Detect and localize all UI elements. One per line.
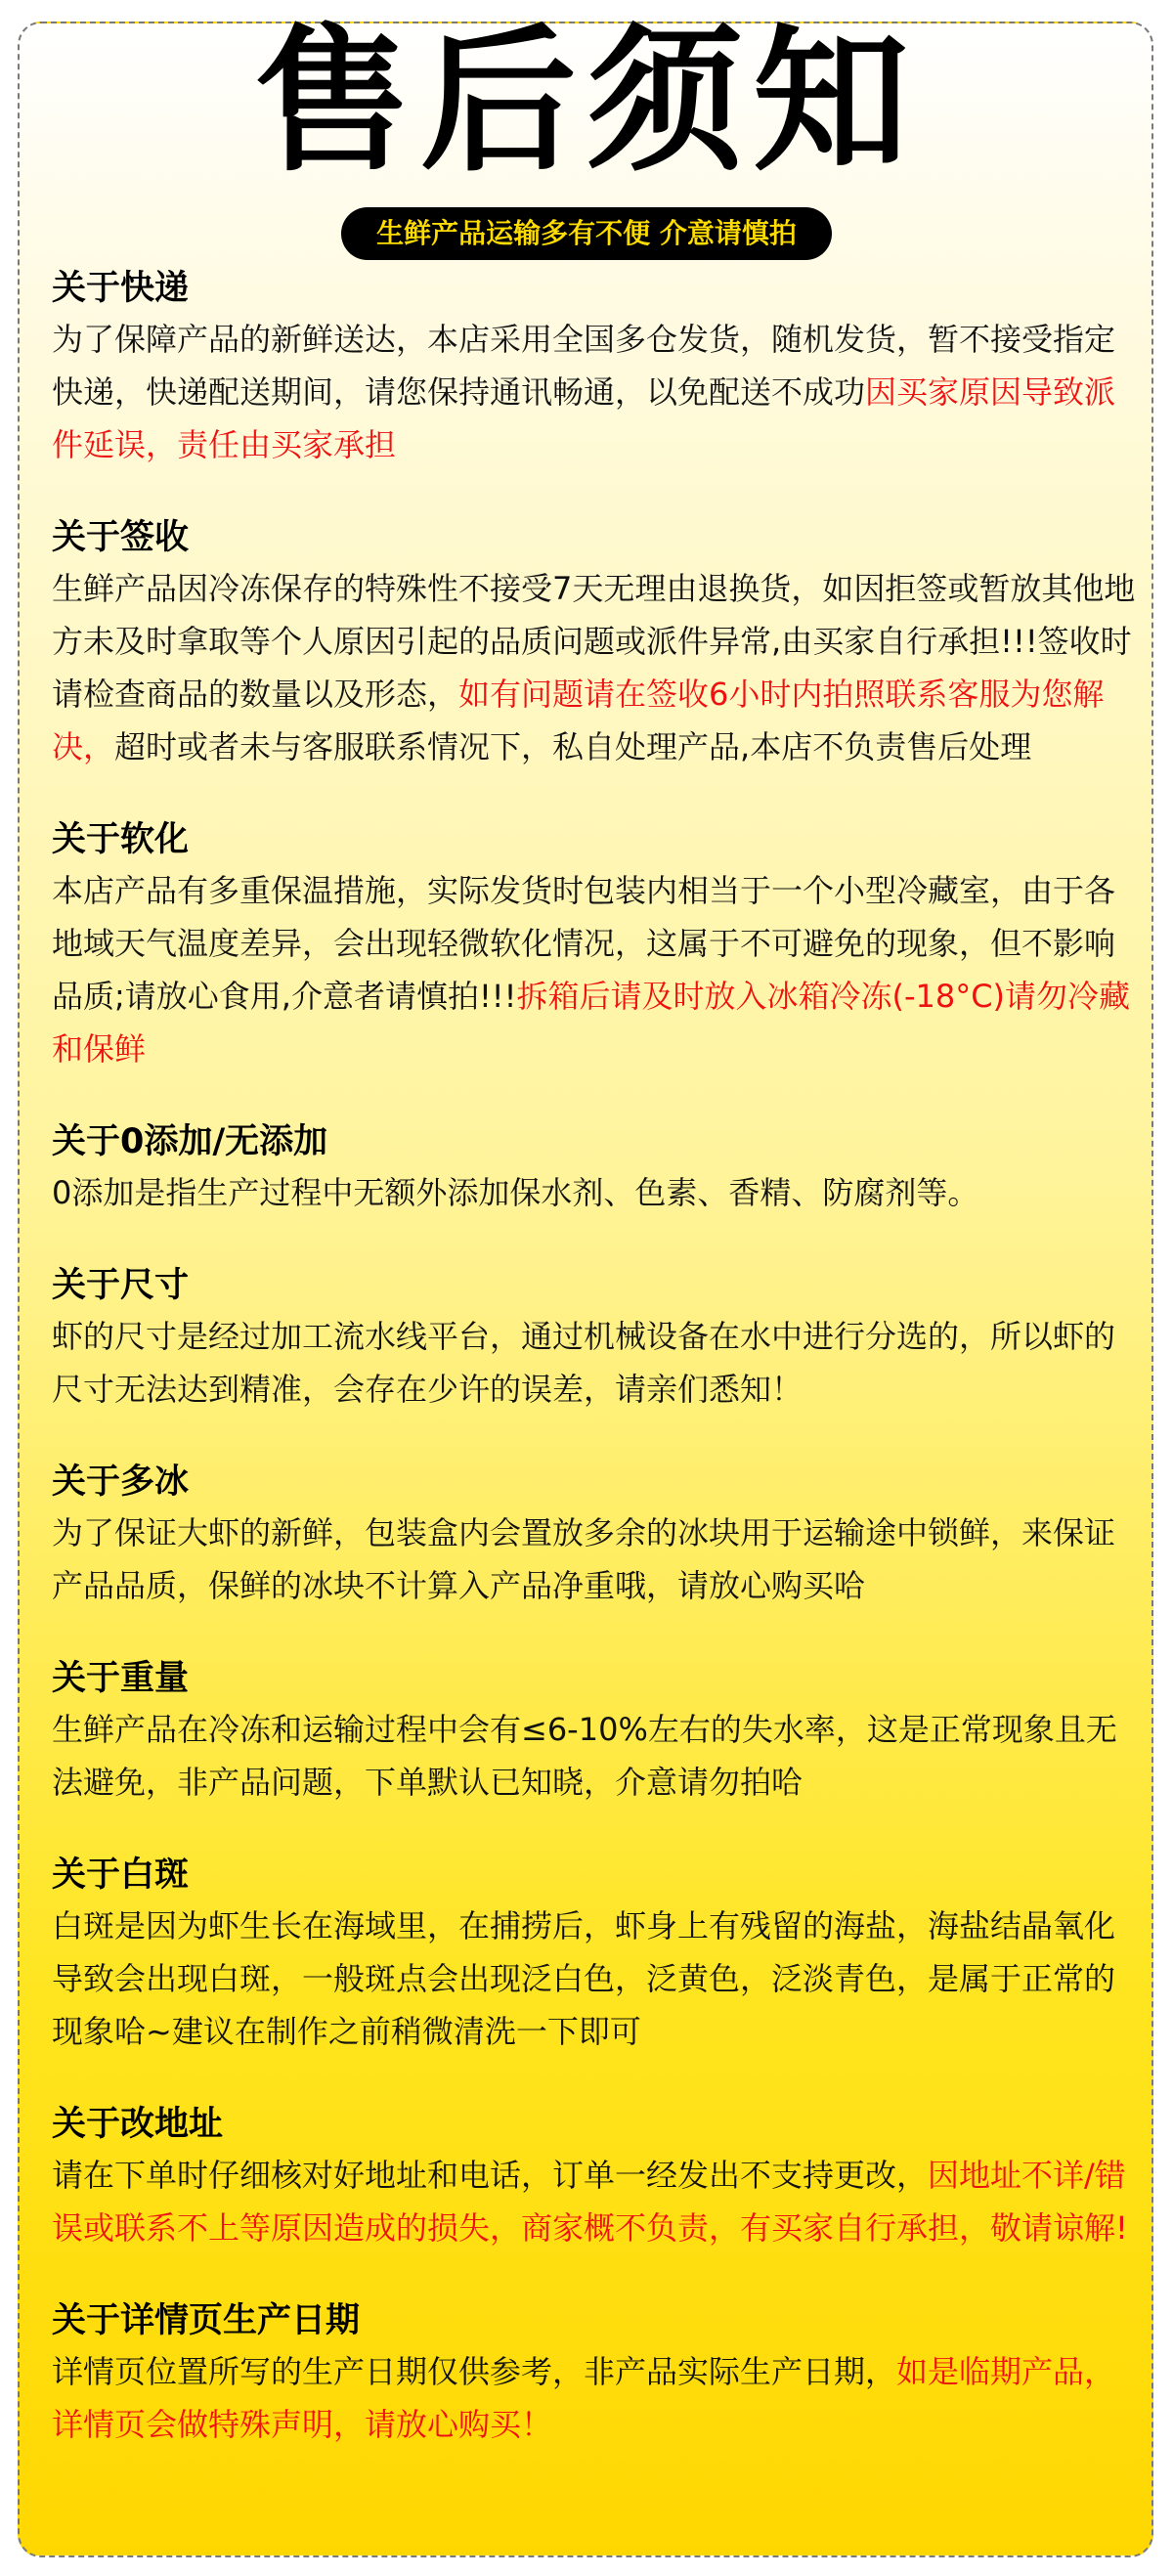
- notice-section: [52, 1654, 1137, 1809]
- body-text: 为了保证大虾的新鲜，包装盒内会置放多余的冰块用于运输途中锁鲜，来保证产品品质，保鲜的冰块不计算入产品净重哦，请放心购买哈: [52, 1514, 1116, 1604]
- section-body: [52, 864, 1137, 1075]
- body-text: 本店产品有多重保温措施，实际发货时包装内相当于一个小型冷藏室，由于各地域天气温度差异，会出现轻微软化情况，这属于不可避免的现象，但不影响品质;请放心食用,介意者请慎拍!!!: [52, 872, 1116, 1015]
- highlight-text: 因买家原因导致派件延误，责任由买家承担: [52, 373, 1116, 463]
- section-heading: 关于签收: [52, 518, 190, 557]
- body-text: 白斑是因为虾生长在海域里，在捕捞后，虾身上有残留的海盐，海盐结晶氧化导致会出现白斑，一般斑点会出现泛白色，泛黄色，泛淡青色，是属于正常的现象哈~建议在制作之前稍微清洗一下即可: [52, 1907, 1116, 2050]
- section-body: [52, 1703, 1137, 1809]
- body-text: 为了保障产品的新鲜送达，本店采用全国多仓发货，随机发货，暂不接受指定快递，快递配送期间，请您保持通讯畅通，以免配送不成功: [52, 321, 1116, 411]
- body-text: 虾的尺寸是经过加工流水线平台，通过机械设备在水中进行分选的，所以虾的尺寸无法达到精准，会存在少许的误差，请亲们悉知！: [52, 1318, 1116, 1408]
- notice-section: [52, 1117, 1137, 1219]
- notice-section: [52, 513, 1137, 773]
- highlight-text: 如是临期产品，详情页会做特殊声明，请放心购买！: [52, 2353, 1116, 2443]
- body-text: 详情页位置所写的生产日期仅供参考，非产品实际生产日期，: [52, 2353, 897, 2390]
- sections-list: [52, 264, 1137, 2493]
- section-heading: 关于快递: [52, 269, 190, 308]
- section-heading: 关于白斑: [52, 1856, 190, 1895]
- notice-section: [52, 815, 1137, 1075]
- section-body: [52, 2345, 1137, 2451]
- highlight-text: 因地址不详/错误或联系不上等原因造成的损失，商家概不负责，有买家自行承担，敬请谅解!: [52, 2157, 1128, 2247]
- notice-section: [52, 264, 1137, 471]
- section-body: [52, 1310, 1137, 1416]
- section-heading: 关于0添加/无添加: [52, 1122, 328, 1161]
- section-heading: 关于重量: [52, 1659, 190, 1698]
- highlight-text: 拆箱后请及时放入冰箱冷冻(-18°C)请勿冷藏和保鲜: [52, 978, 1131, 1068]
- body-text: 请在下单时仔细核对好地址和电话，订单一经发出不支持更改，: [52, 2157, 929, 2194]
- section-body: [52, 1506, 1137, 1612]
- notice-section: [52, 2296, 1137, 2451]
- highlight-text: 如有问题请在签收6小时内拍照联系客服为您解决，: [52, 676, 1105, 765]
- body-text: 超时或者未与客服联系情况下，私自处理产品,本店不负责售后处理: [114, 728, 1032, 765]
- notice-section: [52, 1261, 1137, 1416]
- notice-section: [52, 1458, 1137, 1612]
- subtitle-badge: 生鲜产品运输多有不便 介意请慎拍: [341, 207, 832, 260]
- section-body: [52, 313, 1137, 471]
- section-heading: 关于多冰: [52, 1463, 190, 1502]
- section-body: [52, 2149, 1137, 2254]
- section-heading: 关于软化: [52, 820, 190, 859]
- body-text: 生鲜产品因冷冻保存的特殊性不接受7天无理由退换货，如因拒签或暂放其他地方未及时拿取等个人原因引起的品质问题或派件异常,由买家自行承担!!!签收时请检查商品的数量以及形态，: [52, 570, 1136, 713]
- section-heading: 关于详情页生产日期: [52, 2301, 361, 2340]
- section-heading: 关于尺寸: [52, 1266, 190, 1305]
- section-body: [52, 562, 1137, 773]
- notice-section: [52, 1851, 1137, 2058]
- section-heading: 关于改地址: [52, 2105, 224, 2144]
- notice-section: [52, 2100, 1137, 2254]
- body-text: 0添加是指生产过程中无额外添加保水剂、色素、香精、防腐剂等。: [52, 1174, 979, 1211]
- body-text: 生鲜产品在冷冻和运输过程中会有≤6-10%左右的失水率，这是正常现象且无法避免，非产品问题，下单默认已知晓，介意请勿拍哈: [52, 1711, 1117, 1801]
- page-title: 售后须知: [253, 10, 919, 193]
- section-body: [52, 1166, 1137, 1219]
- section-body: [52, 1899, 1137, 2058]
